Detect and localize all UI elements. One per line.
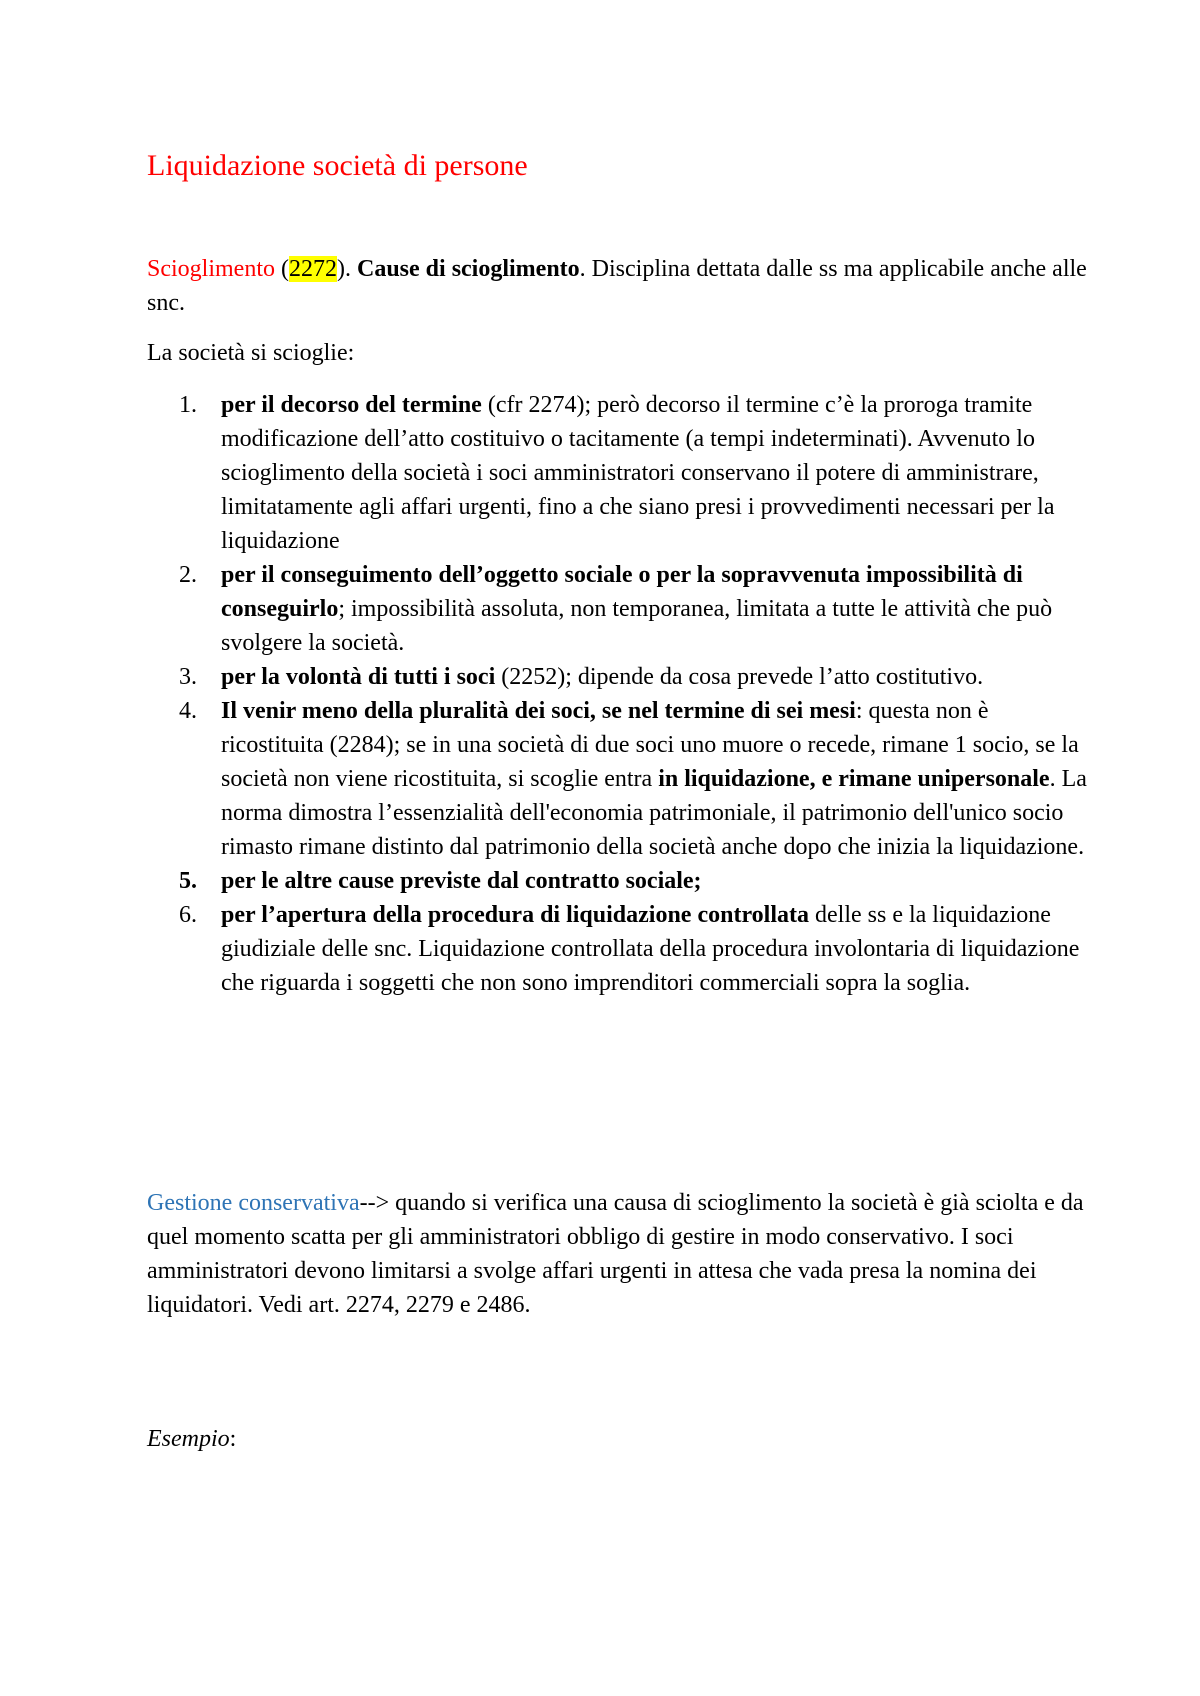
list-item-bold: per la volontà di tutti i soci	[221, 664, 496, 690]
list-item-bold: per l’apertura della procedura di liquidazione controllata	[221, 902, 809, 928]
esempio-colon: :	[229, 1426, 237, 1452]
list-item-text: : questa non è ricostituita (2284); se in una società di due soci uno muore o recede, rimane 1 socio, se la società non viene ricostituita, si scoglie entra	[221, 698, 1079, 792]
list-item	[147, 660, 1087, 694]
intro-paragraph: La società si scioglie:	[147, 340, 355, 366]
esempio-paragraph	[147, 1422, 1087, 1456]
list-item-bold: per il decorso del termine	[221, 392, 482, 418]
list-number: 3.	[179, 664, 197, 690]
esempio-label: Esempio	[147, 1426, 230, 1452]
scioglimento-heading: Scioglimento	[147, 256, 275, 282]
causes-list	[147, 388, 1087, 1000]
list-number: 4.	[179, 698, 197, 724]
list-item-text: delle ss e la liquidazione giudiziale delle snc. Liquidazione controllata della procedura involontaria di liquidazione che riguarda i soggetti che non sono imprenditori commerciali sopra la soglia.	[221, 902, 1080, 996]
list-item-bold-secondary: in liquidazione, e rimane unipersonale	[658, 766, 1050, 792]
scioglimento-paragraph	[147, 252, 1087, 320]
list-number: 1.	[179, 392, 197, 418]
list-item	[147, 898, 1087, 1000]
list-item-bold: per il conseguimento dell’oggetto sociale o per la sopravvenuta impossibilità di conseguirlo	[221, 562, 1023, 622]
list-item-bold: Il venir meno della pluralità dei soci, se nel termine di sei mesi	[221, 698, 856, 724]
gestione-paragraph	[147, 1186, 1087, 1322]
list-number: 6.	[179, 902, 197, 928]
list-item-text: (cfr 2274); però decorso il termine c’è la proroga tramite modificazione dell’atto costituivo o tacitamente (a tempi indeterminati). Avvenuto lo scioglimento della società i soci amministratori conservano il potere di amministrare, limitatamente agli affari urgenti, fino a che siano presi i provvedimenti necessari per la liquidazione	[221, 392, 1055, 554]
cause-heading: Cause di scioglimento	[357, 256, 580, 282]
list-item	[147, 558, 1087, 660]
scioglimento-text: . Disciplina dettata dalle ss ma applicabile anche alle snc.	[147, 256, 1087, 316]
open-paren: (	[275, 256, 289, 282]
list-item-text: ; impossibilità assoluta, non temporanea, limitata a tutte le attività che può svolgere la società.	[221, 596, 1053, 656]
list-item	[147, 388, 1087, 558]
list-item-text-secondary: . La norma dimostra l’essenzialità dell'economia patrimoniale, il patrimonio dell'unico socio rimasto rimane distinto dal patrimonio della società anche dopo che inizia la liquidazione.	[221, 766, 1087, 860]
article-reference-highlight: 2272	[289, 256, 337, 282]
list-item	[147, 694, 1087, 864]
list-item	[147, 864, 1087, 898]
list-item-bold: per le altre cause previste dal contratto sociale;	[221, 868, 702, 894]
list-number: 5.	[179, 868, 197, 894]
gestione-heading: Gestione conservativa	[147, 1190, 360, 1216]
list-number: 2.	[179, 562, 197, 588]
list-item-text: (2252); dipende da cosa prevede l’atto costitutivo.	[495, 664, 984, 690]
close-paren: ).	[337, 256, 357, 282]
document-title: Liquidazione società di persone	[147, 149, 528, 182]
gestione-text: --> quando si verifica una causa di scioglimento la società è già sciolta e da quel momento scatta per gli amministratori obbligo di gestire in modo conservativo. I soci amministratori devono limitarsi a svolge affari urgenti in attesa che vada presa la nomina dei liquidatori. Vedi art. 2274, 2279 e 2486.	[147, 1190, 1084, 1318]
